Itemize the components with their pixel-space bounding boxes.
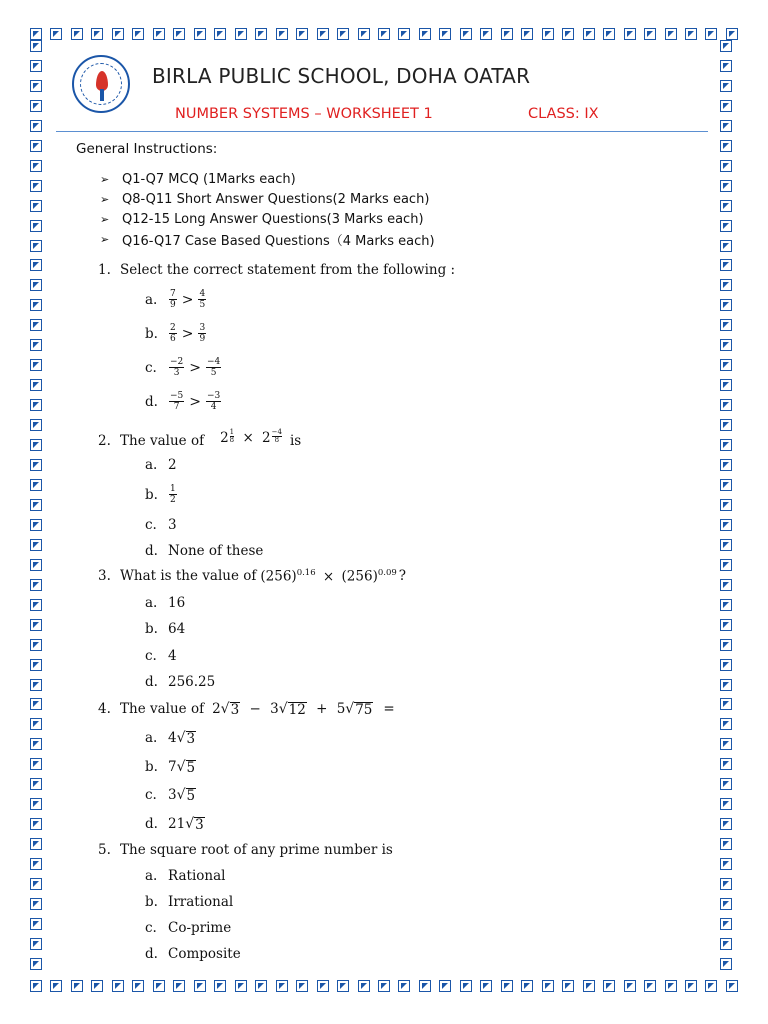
border-tile-icon [720, 718, 732, 730]
border-tile-icon [720, 559, 732, 571]
fraction: $\frac{7}{9}$ [170, 289, 176, 310]
border-tile-icon [562, 980, 574, 992]
border-tile-icon [720, 279, 732, 291]
border-tile-icon [398, 28, 410, 40]
border-tile-icon [720, 778, 732, 790]
border-tile-icon [214, 980, 226, 992]
border-tile-icon [30, 858, 42, 870]
q1-option-d: d. $\frac{-5}{7}$ > $\frac{-3}{4}$ [145, 391, 221, 412]
border-tile-icon [720, 60, 732, 72]
border-tile-icon [720, 80, 732, 92]
border-tile-icon [50, 28, 62, 40]
q1-option-b: b. $\frac{2}{6}$ > $\frac{3}{9}$ [145, 323, 206, 344]
border-tile-icon [720, 858, 732, 870]
border-tile-icon [30, 938, 42, 950]
border-tile-icon [112, 28, 124, 40]
border-tile-icon [501, 980, 513, 992]
arrow-bullet-icon: ➢ [100, 212, 110, 226]
border-tile-icon [30, 818, 42, 830]
border-tile-icon [624, 28, 636, 40]
border-tile-icon [644, 28, 656, 40]
border-tile-icon [30, 918, 42, 930]
border-tile-icon [30, 619, 42, 631]
question-expression: 2 $\frac{1}{8}$ × 2 $\frac{-4}{8}$ [220, 428, 282, 446]
q2-option-d: d. None of these [145, 543, 264, 559]
border-tile-icon [337, 980, 349, 992]
border-tile-icon [30, 120, 42, 132]
border-tile-icon [112, 980, 124, 992]
border-tile-icon [720, 339, 732, 351]
border-tile-icon [720, 838, 732, 850]
border-tile-icon [30, 679, 42, 691]
fraction: $\frac{-2}{3}$ [170, 357, 184, 378]
border-tile-icon [173, 980, 185, 992]
border-tile-icon [194, 28, 206, 40]
header-divider [56, 131, 708, 132]
border-tile-icon [720, 698, 732, 710]
border-tile-icon [132, 980, 144, 992]
border-tile-icon [439, 980, 451, 992]
border-tile-icon [720, 499, 732, 511]
arrow-bullet-icon: ➢ [100, 192, 110, 206]
border-tile-icon [398, 980, 410, 992]
question-text: The square root of any prime number is [120, 842, 393, 858]
border-tile-icon [30, 220, 42, 232]
border-tile-icon [296, 28, 308, 40]
border-tile-icon [720, 120, 732, 132]
fraction: $\frac{2}{6}$ [170, 323, 176, 344]
border-tile-icon [439, 28, 451, 40]
border-tile-icon [30, 419, 42, 431]
q4-option-b: b. 7 √ 5 [145, 758, 196, 776]
torch-icon [100, 89, 104, 101]
border-tile-icon [30, 659, 42, 671]
border-tile-icon [276, 28, 288, 40]
border-tile-icon [30, 599, 42, 611]
border-tile-icon [30, 878, 42, 890]
question-2: 2. The value of 2 $\frac{1}{8}$ × 2 $\frac{-4}{8}$ is [98, 430, 301, 452]
border-tile-icon [50, 980, 62, 992]
border-tile-icon [720, 659, 732, 671]
border-tile-icon [720, 818, 732, 830]
border-tile-icon [317, 980, 329, 992]
border-tile-icon [720, 599, 732, 611]
border-tile-icon [30, 319, 42, 331]
border-tile-icon [30, 100, 42, 112]
page-border-left [30, 40, 46, 970]
border-tile-icon [583, 980, 595, 992]
q2-option-b: b. $\frac{1}{2}$ [145, 484, 176, 505]
border-tile-icon [30, 698, 42, 710]
border-tile-icon [720, 299, 732, 311]
border-tile-icon [153, 980, 165, 992]
border-tile-icon [71, 980, 83, 992]
border-tile-icon [30, 200, 42, 212]
border-tile-icon [720, 180, 732, 192]
fraction: $\frac{1}{2}$ [170, 484, 176, 505]
q2-option-c: c. 3 [145, 517, 177, 533]
fraction: $\frac{-4}{5}$ [207, 357, 221, 378]
border-tile-icon [720, 439, 732, 451]
border-tile-icon [419, 980, 431, 992]
instructions-list [100, 169, 435, 249]
border-tile-icon [720, 379, 732, 391]
torch-flame-icon [96, 71, 108, 91]
border-tile-icon [30, 639, 42, 651]
border-tile-icon [720, 220, 732, 232]
border-tile-icon [720, 639, 732, 651]
border-tile-icon [358, 980, 370, 992]
border-tile-icon [30, 40, 42, 52]
border-tile-icon [720, 40, 732, 52]
border-tile-icon [720, 798, 732, 810]
q5-option-b: b. Irrational [145, 894, 234, 910]
border-tile-icon [521, 28, 533, 40]
border-tile-icon [720, 240, 732, 252]
border-tile-icon [71, 28, 83, 40]
border-tile-icon [30, 299, 42, 311]
border-tile-icon [720, 738, 732, 750]
border-tile-icon [296, 980, 308, 992]
border-tile-icon [30, 718, 42, 730]
fraction: $\frac{-3}{4}$ [207, 391, 221, 412]
border-tile-icon [720, 519, 732, 531]
border-tile-icon [460, 28, 472, 40]
border-tile-icon [720, 579, 732, 591]
border-tile-icon [720, 359, 732, 371]
question-text: What is the value of [120, 568, 257, 585]
fraction: $\frac{3}{9}$ [199, 323, 206, 344]
q3-option-b: b. 64 [145, 621, 186, 637]
border-tile-icon [603, 28, 615, 40]
question-3: 3. What is the value of $(256)^{0.16} \times (256)^{0.09}$ ? [98, 568, 407, 585]
border-tile-icon [337, 28, 349, 40]
border-tile-icon [358, 28, 370, 40]
border-tile-icon [720, 100, 732, 112]
border-tile-icon [30, 579, 42, 591]
q4-option-a: a. 4 √ 3 [145, 729, 196, 747]
border-tile-icon [480, 980, 492, 992]
fraction: $\frac{-5}{7}$ [170, 391, 184, 412]
question-text: The value of [120, 433, 205, 449]
border-tile-icon [235, 28, 247, 40]
q3-option-c: c. 4 [145, 648, 177, 664]
q4-option-d: d. 21 √ 3 [145, 815, 204, 833]
border-tile-icon [30, 180, 42, 192]
instruction-item: ➢ Q8-Q11 Short Answer Questions(2 Marks each) [100, 191, 430, 207]
border-tile-icon [720, 140, 732, 152]
border-tile-icon [685, 28, 697, 40]
border-tile-icon [644, 980, 656, 992]
border-tile-icon [720, 878, 732, 890]
border-tile-icon [30, 359, 42, 371]
question-expression: 2 √ 3 − 3 √ 12 + 5 √ 75 [212, 701, 373, 718]
border-tile-icon [30, 499, 42, 511]
border-tile-icon [720, 259, 732, 271]
border-tile-icon [720, 479, 732, 491]
border-tile-icon [726, 980, 738, 992]
border-tile-icon [460, 980, 472, 992]
border-tile-icon [720, 319, 732, 331]
border-tile-icon [720, 958, 732, 970]
school-logo [72, 55, 130, 113]
border-tile-icon [685, 980, 697, 992]
border-tile-icon [542, 28, 554, 40]
border-tile-icon [30, 60, 42, 72]
border-tile-icon [30, 519, 42, 531]
border-tile-icon [91, 28, 103, 40]
border-tile-icon [30, 559, 42, 571]
border-tile-icon [255, 28, 267, 40]
q4-option-c: c. 3 √ 5 [145, 786, 196, 804]
border-tile-icon [30, 980, 42, 992]
border-tile-icon [583, 28, 595, 40]
border-tile-icon [30, 738, 42, 750]
question-4: 4. The value of 2 √ 3 − 3 √ 12 + 5 √ 75 = [98, 701, 395, 718]
border-tile-icon [720, 539, 732, 551]
q3-option-d: d. 256.25 [145, 674, 216, 690]
border-tile-icon [30, 279, 42, 291]
q1-option-c: c. $\frac{-2}{3}$ > $\frac{-4}{5}$ [145, 357, 221, 378]
border-tile-icon [173, 28, 185, 40]
border-tile-icon [542, 980, 554, 992]
page-border-bottom [30, 980, 738, 996]
border-tile-icon [665, 980, 677, 992]
question-1: 1. Select the correct statement from the following : [98, 262, 456, 278]
class-label: CLASS: IX [528, 106, 599, 122]
border-tile-icon [30, 160, 42, 172]
q5-option-a: a. Rational [145, 868, 226, 884]
border-tile-icon [30, 140, 42, 152]
border-tile-icon [30, 28, 42, 40]
arrow-bullet-icon: ➢ [100, 232, 110, 246]
border-tile-icon [30, 339, 42, 351]
instruction-item: ➢ Q12-15 Long Answer Questions(3 Marks each) [100, 211, 424, 227]
border-tile-icon [30, 80, 42, 92]
worksheet-title: NUMBER SYSTEMS – WORKSHEET 1 [175, 106, 433, 122]
border-tile-icon [30, 399, 42, 411]
school-name: BIRLA PUBLIC SCHOOL, DOHA OATAR [152, 64, 531, 88]
question-text: Select the correct statement from the following : [120, 262, 456, 278]
border-tile-icon [30, 838, 42, 850]
border-tile-icon [132, 28, 144, 40]
question-text: The value of [120, 701, 205, 717]
border-tile-icon [30, 379, 42, 391]
border-tile-icon [91, 980, 103, 992]
border-tile-icon [521, 980, 533, 992]
arrow-bullet-icon: ➢ [100, 172, 110, 186]
border-tile-icon [317, 28, 329, 40]
fraction: $\frac{4}{5}$ [199, 289, 206, 310]
border-tile-icon [603, 980, 615, 992]
border-tile-icon [30, 798, 42, 810]
border-tile-icon [665, 28, 677, 40]
border-tile-icon [235, 980, 247, 992]
instruction-item: ➢ Q1-Q7 MCQ (1Marks each) [100, 171, 296, 187]
border-tile-icon [378, 980, 390, 992]
q1-option-a: a. $\frac{7}{9}$ > $\frac{4}{5}$ [145, 289, 206, 310]
border-tile-icon [30, 459, 42, 471]
border-tile-icon [30, 259, 42, 271]
q2-option-a: a. 2 [145, 457, 177, 473]
border-tile-icon [276, 980, 288, 992]
border-tile-icon [30, 778, 42, 790]
border-tile-icon [562, 28, 574, 40]
border-tile-icon [501, 28, 513, 40]
instructions-title: General Instructions: [76, 141, 218, 157]
question-5: 5. The square root of any prime number is [98, 842, 393, 858]
q3-option-a: a. 16 [145, 595, 186, 611]
q5-option-c: c. Co-prime [145, 920, 232, 936]
instruction-item: ➢ Q16-Q17 Case Based Questions（4 Marks each) [100, 232, 435, 249]
border-tile-icon [726, 28, 738, 40]
border-tile-icon [720, 758, 732, 770]
border-tile-icon [720, 459, 732, 471]
border-tile-icon [30, 898, 42, 910]
border-tile-icon [378, 28, 390, 40]
border-tile-icon [255, 980, 267, 992]
q5-option-d: d. Composite [145, 946, 241, 962]
border-tile-icon [720, 898, 732, 910]
border-tile-icon [720, 419, 732, 431]
border-tile-icon [30, 439, 42, 451]
border-tile-icon [30, 240, 42, 252]
border-tile-icon [194, 980, 206, 992]
border-tile-icon [624, 980, 636, 992]
border-tile-icon [720, 399, 732, 411]
border-tile-icon [720, 160, 732, 172]
border-tile-icon [30, 958, 42, 970]
border-tile-icon [720, 679, 732, 691]
question-expression: $(256)^{0.16} \times (256)^{0.09}$ [260, 568, 397, 585]
border-tile-icon [720, 938, 732, 950]
border-tile-icon [705, 980, 717, 992]
border-tile-icon [30, 758, 42, 770]
border-tile-icon [419, 28, 431, 40]
border-tile-icon [720, 619, 732, 631]
border-tile-icon [214, 28, 226, 40]
border-tile-icon [153, 28, 165, 40]
border-tile-icon [720, 200, 732, 212]
border-tile-icon [30, 479, 42, 491]
border-tile-icon [480, 28, 492, 40]
border-tile-icon [705, 28, 717, 40]
border-tile-icon [720, 918, 732, 930]
page-border-right [720, 40, 736, 970]
border-tile-icon [30, 539, 42, 551]
page-border-top [30, 28, 738, 44]
